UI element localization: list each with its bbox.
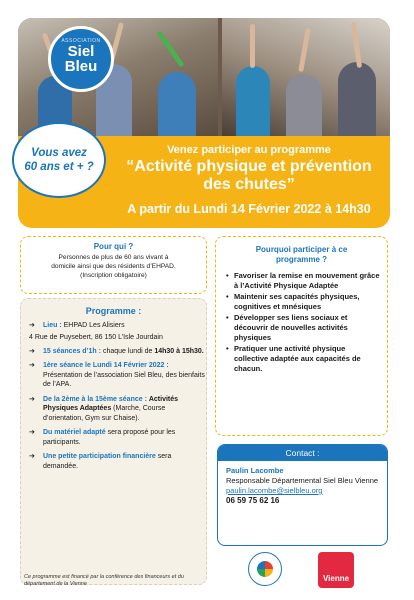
contact-email-link[interactable]: paulin.lacombe@sielbleu.org <box>226 486 323 495</box>
pourquoi-item: • Développer ses liens sociaux et découvrir de nouvelles activités physiques <box>226 313 381 343</box>
group-exercise-photo <box>18 18 218 136</box>
age-question-bubble <box>12 122 106 198</box>
materiel-text: sera proposé pour les participants. <box>43 429 176 446</box>
pourquoi-list <box>226 271 381 374</box>
arrow-right-icon: ➔ <box>29 395 35 403</box>
pourquoi-title <box>216 245 387 265</box>
vienne-logo-text: Vienne <box>322 574 350 583</box>
programme-item-participation <box>21 452 206 471</box>
pour-qui-line1: Personnes de plus de 60 ans vivant à <box>58 254 169 261</box>
conference-financeurs-logo <box>248 552 282 586</box>
contact-phone: 06 59 75 62 16 <box>226 496 280 505</box>
vienne-department-logo <box>318 552 354 588</box>
pourquoi-box <box>215 236 388 436</box>
first-session-year: 2022 : <box>148 362 169 369</box>
sessions-range-text: (Marche, Course d’orientation, Gym sur Chaise). <box>43 405 166 422</box>
seances-label: 15 séances d’1h : <box>43 347 101 355</box>
age-line2: 60 ans et + ? <box>24 161 94 173</box>
logo-name-line1: Siel <box>67 43 95 60</box>
programme-box <box>20 298 207 585</box>
pourquoi-item: • Pratiquer une activité physique collective adaptée aux capacités de chacun. <box>226 344 381 374</box>
pourquoi-item: • Favoriser la remise en mouvement grâce à l’Activité Physique Adaptée <box>226 271 381 291</box>
resistance-band <box>156 30 184 67</box>
raised-arm <box>351 22 362 68</box>
lieu-value: EHPAD Les Alisiers <box>63 322 125 329</box>
pourquoi-title-line2: programme ? <box>275 255 328 264</box>
arrow-right-icon: ➔ <box>29 322 35 329</box>
programme-item-seances <box>21 347 206 357</box>
seances-time: 14h30 à 15h30. <box>154 347 204 355</box>
pourquoi-title-line1: Pourquoi participer à ce <box>255 245 348 254</box>
first-session-label: 1ère séance le Lundi 14 Février <box>43 362 147 369</box>
pour-qui-line2: domicile ainsi que des résidents d’EHPAD. <box>51 263 176 270</box>
first-session-text: Présentation de l’association Siel Bleu, des bienfaits de l’APA. <box>43 371 205 388</box>
contact-name: Paulin Lacombe <box>226 466 284 475</box>
pour-qui-text <box>21 253 206 280</box>
pour-qui-line3: (Inscription obligatoire) <box>80 272 147 279</box>
participation-text: sera demandée. <box>43 453 172 470</box>
sessions-range-bold: Activités Physiques Adaptées <box>43 395 179 412</box>
funding-footer: Ce programme est financé par la conférence des financeurs et du département de la Vienne <box>24 574 184 587</box>
seniors-exercise-photo <box>222 18 390 136</box>
logo-association-text: ASSOCIATION <box>61 38 101 44</box>
banner-date: A partir du Lundi 14 Février 2022 à 14h30 <box>127 202 371 216</box>
pour-qui-title: Pour qui ? <box>93 242 134 251</box>
programme-item-first-session <box>21 361 206 390</box>
lieu-label: Lieu : <box>43 322 62 329</box>
raised-arm <box>298 28 311 72</box>
programme-address: 4 Rue de Puysebert, 86 150 L’Isle Jourdain <box>29 333 163 341</box>
arrow-right-icon: ➔ <box>29 429 35 436</box>
programme-item-lieu <box>21 321 206 331</box>
logo-name-line2: Bleu <box>64 58 98 75</box>
sessions-range-label: De la 2ème à la 15ème séance : <box>43 395 147 403</box>
age-line1: Vous avez <box>31 147 87 159</box>
person-figure <box>338 62 376 136</box>
programme-item-materiel <box>21 428 206 447</box>
person-figure <box>236 66 270 136</box>
banner-intro: Venez participer au programme <box>167 144 331 156</box>
arrow-right-icon: ➔ <box>29 347 35 355</box>
participation-label: Une petite participation financière <box>43 453 156 460</box>
materiel-label: Du matériel adapté <box>43 429 106 436</box>
contact-header: Contact : <box>218 445 387 461</box>
contact-body <box>218 461 387 511</box>
contact-box <box>217 444 388 546</box>
raised-arm <box>250 24 255 68</box>
person-figure <box>158 72 196 136</box>
siel-bleu-logo <box>48 26 114 92</box>
programme-list-continued <box>21 347 206 472</box>
arrow-right-icon: ➔ <box>29 362 35 369</box>
programme-list <box>21 321 206 331</box>
conference-logo-mark <box>257 561 273 577</box>
banner-title <box>108 158 390 194</box>
arrow-right-icon: ➔ <box>29 453 35 460</box>
pourquoi-item: • Maintenir ses capacités physiques, cognitives et mnésiques <box>226 292 381 312</box>
contact-role: Responsable Départemental Siel Bleu Vienne <box>226 476 379 485</box>
programme-title: Programme : <box>85 306 142 316</box>
person-figure <box>286 74 322 136</box>
banner-title-line2: des chutes” <box>203 176 295 193</box>
seances-text: chaque lundi de <box>102 347 153 355</box>
banner-title-line1: “Activité physique et prévention <box>126 158 372 175</box>
programme-item-sessions-2-15 <box>21 395 206 424</box>
pour-qui-box <box>20 236 207 294</box>
